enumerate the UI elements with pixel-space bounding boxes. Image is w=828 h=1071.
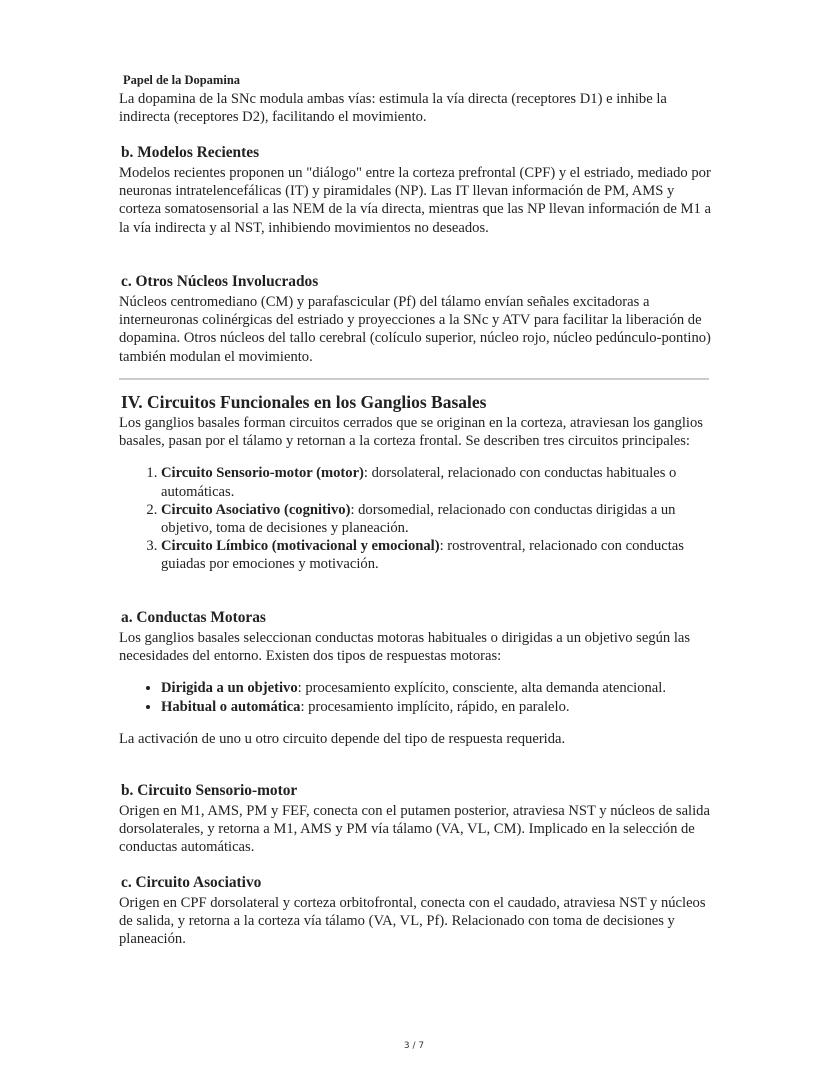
list-item: • Habitual o automática: procesamiento implícito, rápido, en paralelo. xyxy=(161,698,711,716)
section-circuitos xyxy=(119,391,711,574)
paragraph: La dopamina de la SNc modula ambas vías: estimula la vía directa (receptores D1) e inhibe la indirecta (receptores D2), facilitando el movimiento. xyxy=(119,91,667,126)
subheading: c. Otros Núcleos Involucrados xyxy=(121,273,319,290)
paragraph: Los ganglios basales forman circuitos cerrados que se originan en la corteza, atraviesan los ganglios basales, pasan por el tálamo y retornan a la corteza frontal. Se describen tres circuitos principales: xyxy=(119,415,703,450)
list-item: 1. Circuito Sensorio-motor (motor): dorsolateral, relacionado con conductas habituales o automáticas. xyxy=(161,464,711,500)
subheading: b. Circuito Sensorio-motor xyxy=(121,782,298,799)
paragraph: Modelos recientes proponen un "diálogo" entre la corteza prefrontal (CPF) y el estriado, mediado por neuronas intratelencefálicas (IT) y piramidales (NP). Las IT llevan información de PM, AMS y corteza somatosensorial a las NEM de la vía directa, mientras que las NP llevan información de M1 a la vía indirecta y al NST, inhibiendo movimientos no deseados. xyxy=(119,165,711,236)
section-conductas xyxy=(119,608,711,748)
section-heading: IV. Circuitos Funcionales en los Ganglios Basales xyxy=(121,392,487,412)
paragraph: Origen en M1, AMS, PM y FEF, conecta con el putamen posterior, atraviesa NST y núcleos de salida dorsolaterales, y retorna a M1, AMS y PM vía tálamo (VA, VL, CM). Implicado en la selección de conductas automáticas. xyxy=(119,803,710,856)
section-asociativo xyxy=(119,873,711,949)
page-number: 3 / 7 xyxy=(403,1041,425,1051)
subheading: b. Modelos Recientes xyxy=(121,144,260,161)
section-dopamina xyxy=(119,72,711,126)
divider xyxy=(119,378,709,380)
subheading: c. Circuito Asociativo xyxy=(121,874,262,891)
list-item: 3. Circuito Límbico (motivacional y emocional): rostroventral, relacionado con conductas guiadas por emociones y motivación. xyxy=(161,537,711,573)
subheading: a. Conductas Motoras xyxy=(121,609,266,626)
section-modelos xyxy=(119,143,711,237)
paragraph: Los ganglios basales seleccionan conductas motoras habituales o dirigidas a un objetivo según las necesidades del entorno. Existen dos tipos de respuestas motoras: xyxy=(119,630,691,665)
paragraph: Origen en CPF dorsolateral y corteza orbitofrontal, conecta con el caudado, atraviesa NST y núcleos de salida, y retorna a la corteza vía tálamo (VA, VL, Pf). Relacionado con toma de decisiones y planeación. xyxy=(119,895,706,948)
list-item: 2. Circuito Asociativo (cognitivo): dorsomedial, relacionado con conductas dirigidas a un objetivo, toma de decisiones y planeación. xyxy=(161,501,711,537)
response-list xyxy=(119,679,711,715)
paragraph: Núcleos centromediano (CM) y parafascicular (Pf) del tálamo envían señales excitadoras a interneuronas colinérgicas del estriado y proyecciones a la SNc y ATV para facilitar la liberación de dopamina. Otros núcleos del tallo cerebral (colículo superior, núcleo rojo, núcleo pedúnculo-pontino) también modulan el movimiento. xyxy=(119,294,711,365)
section-sensoriomotor xyxy=(119,781,711,857)
section-otros-nucleos xyxy=(119,272,711,366)
circuit-list xyxy=(119,464,711,573)
paragraph: La activación de uno u otro circuito depende del tipo de respuesta requerida. xyxy=(119,730,566,747)
list-item: • Dirigida a un objetivo: procesamiento explícito, consciente, alta demanda atencional. xyxy=(161,679,711,697)
subheading: Papel de la Dopamina xyxy=(123,73,241,87)
